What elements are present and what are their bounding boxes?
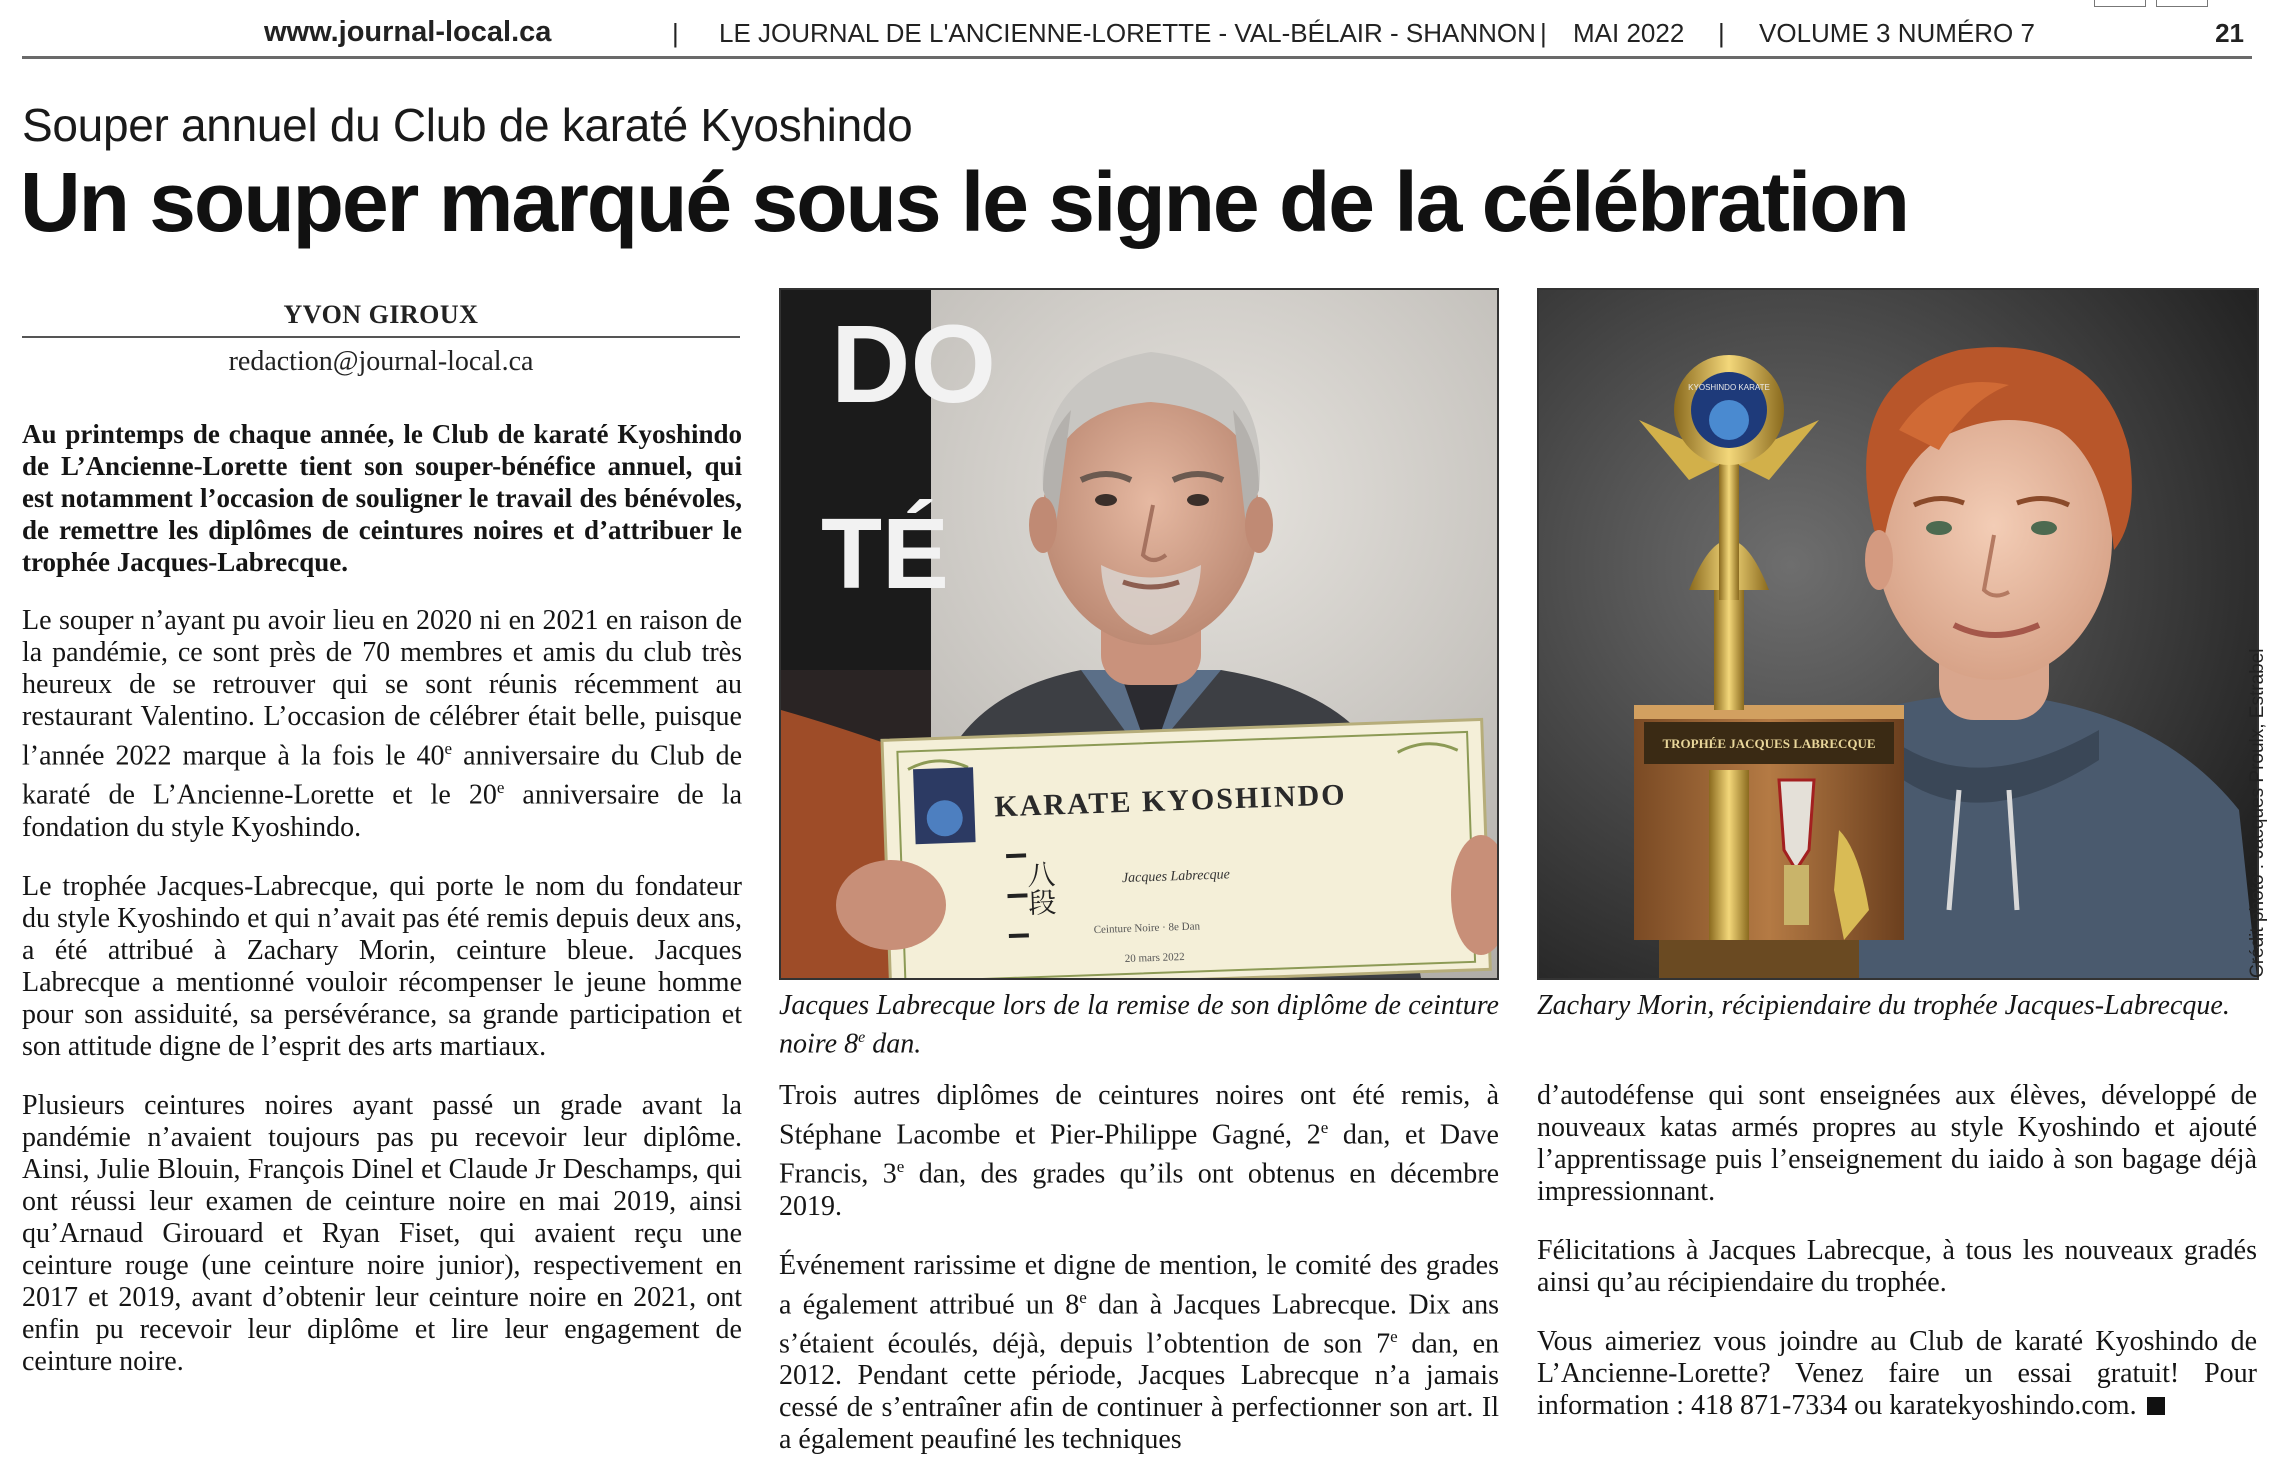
site-url[interactable]: www.journal-local.ca <box>264 16 552 48</box>
publication-name: LE JOURNAL DE L'ANCIENNE-LORETTE - VAL-BÉLAIR - SHANNON <box>719 18 1536 48</box>
paragraph: Événement rarissime et digne de mention, le comité des grades a également attribué un 8e dan à Jacques Labrecque. Dix ans s’étaient écoulés, déjà, depuis l’obtention de son 7e dan, en 2012. Pendant cette période, Jacques Labrecque n’a jamais cessé de s’entraîner afin de continuer à perfectionner son art. Il a également peaufiné les techniques <box>779 1249 1500 1456</box>
trophy-logo-text: KYOSHINDO KARATE <box>1688 383 1770 392</box>
article-kicker: Souper annuel du Club de karaté Kyoshindo <box>22 99 913 151</box>
banner-text: TÉ <box>821 498 949 610</box>
paragraph: Le trophée Jacques-Labrecque, qui porte le nom du fondateur du style Kyoshindo et qui n’avait pas été remis depuis deux ans, a été attribué à Zachary Morin, ceinture bleue. Jacques Labrecque a mentionné vouloir récompenser le jeune homme pour son assiduité, sa persévérance, sa grande participation et son attitude digne de l’esprit des arts martiaux. <box>22 870 742 1062</box>
photo-jacques-labrecque <box>779 288 1499 980</box>
volume-number: VOLUME 3 NUMÉRO 7 <box>1759 18 2035 48</box>
page-number: 21 <box>2215 18 2244 48</box>
corner-decoration <box>2094 0 2214 8</box>
text-column-3 <box>1537 1080 2257 1449</box>
text-column-2 <box>779 1080 1499 1483</box>
paragraph: Plusieurs ceintures noires ayant passé un grade avant la pandémie n’avaient toujours pas pu recevoir leur diplôme. Ainsi, Julie Blouin, François Dinel et Claude Jr Deschamps, qui ont réussi leur examen de ceinture noire en mai 2019, ainsi qu’Arnaud Girouard et Ryan Fiset, qui avaient reçu une ceinture rouge (une ceinture noire junior), respectivement en 2017 et 2019, avant d’obtenir leur ceinture noire en 2021, ont enfin pu recevoir leur diplôme et lire leur engagement de ceinture noire. <box>22 1089 742 1377</box>
paragraph: Félicitations à Jacques Labrecque, à tous les nouveaux gradés ainsi qu’au récipiendaire du trophée. <box>1537 1235 2257 1298</box>
lead-paragraph: Au printemps de chaque année, le Club de karaté Kyoshindo de L’Ancienne-Lorette tient son souper-bénéfice annuel, qui est notamment l’occasion de souligner le travail des bénévoles, de remettre les diplômes de ceintures noires et d’attribuer le trophée Jacques-Labrecque. <box>22 419 742 577</box>
paragraph: d’autodéfense qui sont enseignées aux élèves, développé de nouveaux katas armés propres au style Kyoshindo et ajouté l’apprentissage puis l’enseignement du iaido à son bagage déjà impressionnant. <box>1537 1080 2257 1207</box>
header-separator: | <box>1540 18 1547 48</box>
photo-zachary-morin <box>1537 288 2259 980</box>
article-headline: Un souper marqué sous le signe de la célébration <box>20 155 1908 249</box>
issue-date: MAI 2022 <box>1573 18 1685 48</box>
diploma-grade: Ceinture Noire · 8e Dan <box>1093 920 1201 937</box>
header-separator: | <box>1718 18 1725 48</box>
page-header <box>22 14 2252 59</box>
banner-text: DO <box>831 303 996 426</box>
paragraph: Trois autres diplômes de ceintures noires ont été remis, à Stéphane Lacombe et Pier-Philippe Gagné, 2e dan, et Dave Francis, 3e dan, des grades qu’ils ont obtenus en décembre 2019. <box>779 1080 1499 1222</box>
diploma-title: KARATE KYOSHINDO <box>993 778 1348 824</box>
author-email[interactable]: redaction@journal-local.ca <box>228 346 534 377</box>
paragraph: Le souper n’ayant pu avoir lieu en 2020 ni en 2021 en raison de la pandémie, ce sont près de 70 membres et amis du club très heureux de se retrouver qui se sont réunis récemment au restaurant Valentino. L’occasion de célébrer était belle, puisque l’année 2022 marque à la fois le 40e anniversaire du Club de karaté de L’Ancienne-Lorette et le 20e anniversaire de la fondation du style Kyoshindo. <box>22 605 742 843</box>
diploma-kanji: 八段 <box>1022 859 1058 917</box>
diploma-name: Jacques Labrecque <box>1121 867 1231 887</box>
photo-credit: Crédit photo : Jacques Proulx, Estrabel <box>2247 648 2268 978</box>
text-column-1 <box>22 418 742 1405</box>
diploma-date: 20 mars 2022 <box>1124 950 1185 966</box>
paragraph: Vous aimeriez vous joindre au Club de karaté Kyoshindo de L’Ancienne-Lorette? Venez faire un essai gratuit! Pour information : 418 871-7334 ou karatekyoshindo.com. <box>1537 1326 2257 1421</box>
photo-caption: Zachary Morin, récipiendaire du trophée Jacques-Labrecque. <box>1537 990 2230 1021</box>
photo-caption: Jacques Labrecque lors de la remise de son diplôme de ceinture noire 8e dan. <box>779 990 1499 1060</box>
trophy-plate: TROPHÉE JACQUES LABRECQUE <box>1662 736 1876 751</box>
author-byline: YVON GIROUX <box>22 300 740 338</box>
end-mark-icon <box>2147 1397 2165 1415</box>
header-separator: | <box>672 18 679 48</box>
